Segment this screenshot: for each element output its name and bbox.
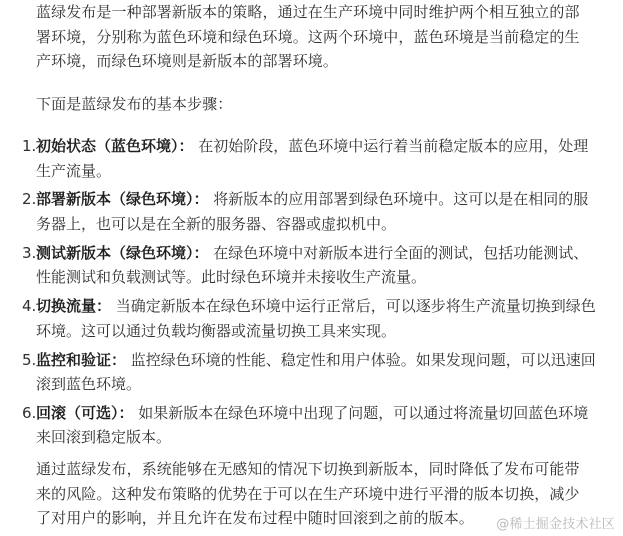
steps-list bbox=[22, 134, 596, 450]
list-item bbox=[22, 401, 596, 450]
list-item bbox=[22, 134, 596, 183]
step-number: 4. bbox=[22, 297, 37, 316]
step-body bbox=[36, 294, 596, 343]
step-text: 在绿色环境中对新版本进行全面的测试，包括功能测试、性能测试和负载测试等。此时绿色环境并未接收生产流量。 bbox=[36, 243, 589, 287]
step-number: 6. bbox=[22, 403, 37, 422]
step-text: 如果新版本在绿色环境中出现了问题，可以通过将流量切回蓝色环境来回滚到稳定版本。 bbox=[36, 403, 589, 447]
step-body bbox=[36, 348, 596, 397]
step-title: 监控和验证： bbox=[36, 350, 127, 369]
list-item bbox=[22, 348, 596, 397]
watermark: @稀土掘金技术社区 bbox=[496, 517, 615, 532]
intro-paragraph: 蓝绿发布是一种部署新版本的策略，通过在生产环境中同时维护两个相互独立的部署环境，分别称为蓝色环境和绿色环境。这两个环境中，蓝色环境是当前稳定的生产环境，而绿色环境则是新版本的部署环境。 bbox=[36, 3, 580, 70]
step-text: 当确定新版本在绿色环境中运行正常后，可以逐步将生产流量切换到绿色环境。这可以通过负载均衡器或流量切换工具来实现。 bbox=[36, 297, 596, 340]
step-number: 1. bbox=[22, 137, 37, 155]
step-number: 5. bbox=[22, 350, 37, 369]
list-item bbox=[22, 187, 596, 236]
step-text: 监控绿色环境的性能、稳定性和用户体验。如果发现问题，可以迅速回滚到蓝色环境。 bbox=[36, 350, 596, 394]
step-title: 初始状态（蓝色环境）： bbox=[36, 137, 194, 155]
step-title: 切换流量： bbox=[36, 297, 112, 316]
step-text: 在初始阶段，蓝色环境中运行着当前稳定版本的应用，处理生产流量。 bbox=[36, 137, 589, 180]
list-item bbox=[22, 294, 596, 343]
step-number: 2. bbox=[22, 190, 37, 209]
step-body bbox=[36, 241, 596, 290]
steps-heading: 下面是蓝绿发布的基本步骤： bbox=[36, 95, 233, 113]
list-item bbox=[22, 241, 596, 290]
step-body bbox=[36, 187, 596, 236]
step-body bbox=[36, 401, 596, 450]
step-number: 3. bbox=[22, 243, 37, 262]
conclusion-paragraph: 通过蓝绿发布，系统能够在无感知的情况下切换到新版本，同时降低了发布可能带来的风险。这种发布策略的优势在于可以在生产环境中进行平滑的版本切换，减少了对用户的影响，并且允许在发布过程中随时回滚到之前的版本。 bbox=[36, 460, 580, 527]
step-title: 测试新版本（绿色环境）： bbox=[36, 243, 209, 262]
step-body bbox=[36, 134, 596, 183]
step-text: 将新版本的应用部署到绿色环境中。这可以是在相同的服务器上，也可以是在全新的服务器、容器或虚拟机中。 bbox=[36, 190, 589, 233]
step-title: 部署新版本（绿色环境）： bbox=[36, 190, 209, 209]
step-title: 回滚（可选）： bbox=[36, 403, 134, 422]
